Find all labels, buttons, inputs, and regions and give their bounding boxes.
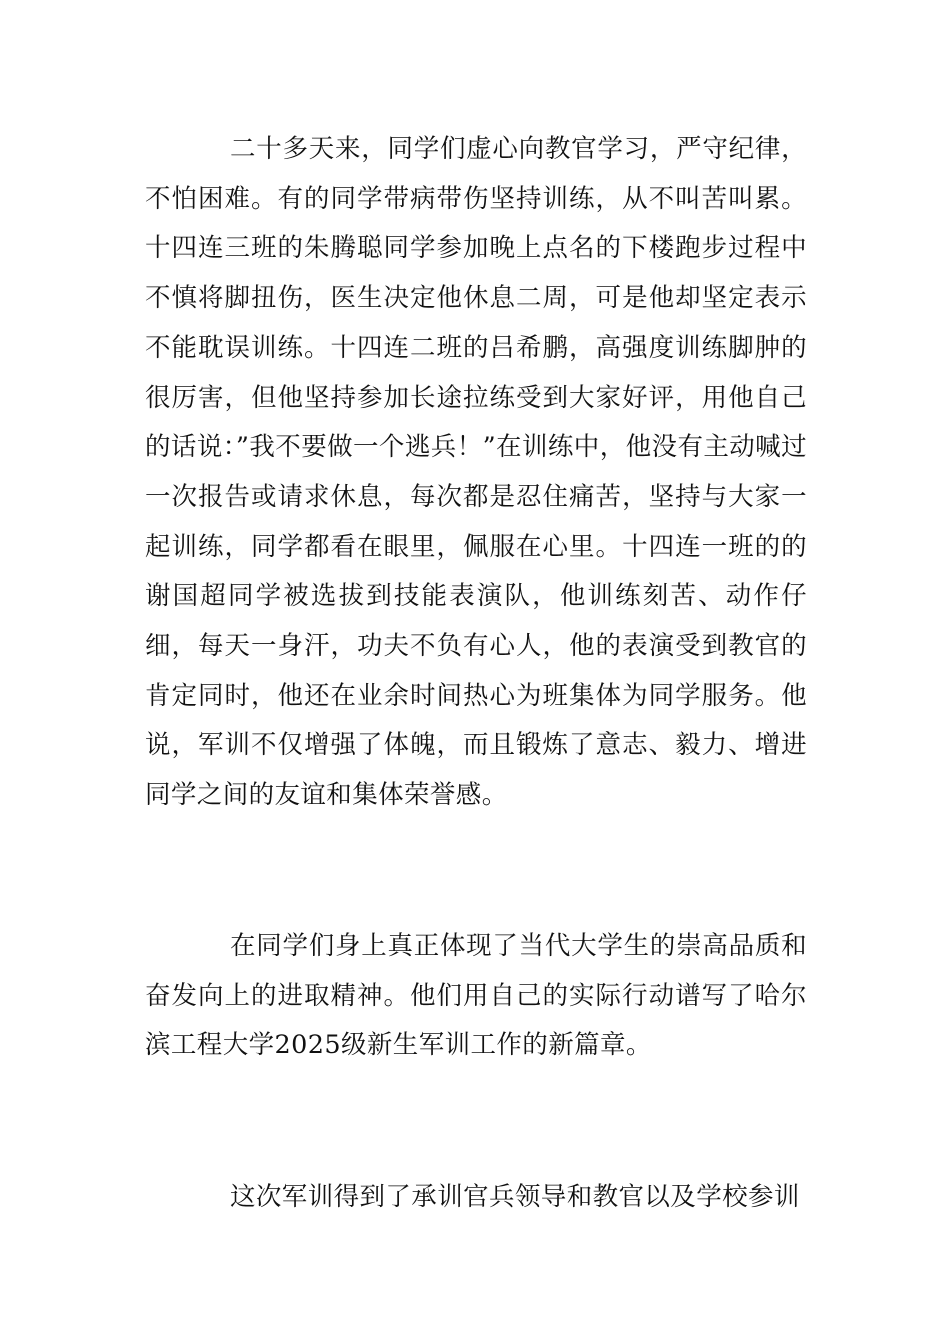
body-paragraph-training-examples: 二十多天来，同学们虚心向教官学习，严守纪律，不怕困难。有的同学带病带伤坚持训练，从不叫苦叫累。十四连三班的朱腾聪同学参加晚上点名的下楼跑步过程中不慎将脚扭伤，医生决定他休息二周，可是他却坚定表示不能耽误训练。十四连二班的吕希鹏，高强度训练脚肿的很厉害，但他坚持参加长途拉练受到大家好评，用他自己的话说：”我不要做一个逃兵！”在训练中，他没有主动喊过一次报告或请求休息，每次都是忍住痛苦，坚持与大家一起训练，同学都看在眼里，佩服在心里。十四连一班的的谢国超同学被选拔到技能表演队，他训练刻苦、动作仔细，每天一身汗，功夫不负有心人，他的表演受到教官的肯定同时，他还在业余时间热心为班集体为同学服务。他说，军训不仅增强了体魄，而且锻炼了意志、毅力、增进同学之间的友谊和集体荣誉感。 bbox=[145, 134, 807, 811]
body-paragraph-student-spirit: 在同学们身上真正体现了当代大学生的崇高品质和奋发向上的进取精神。他们用自己的实际行动谱写了哈尔滨工程大学2025级新生军训工作的新篇章。 bbox=[145, 931, 807, 1061]
body-paragraph-acknowledgement: 这次军训得到了承训官兵领导和教官以及学校参训 bbox=[230, 1182, 800, 1212]
